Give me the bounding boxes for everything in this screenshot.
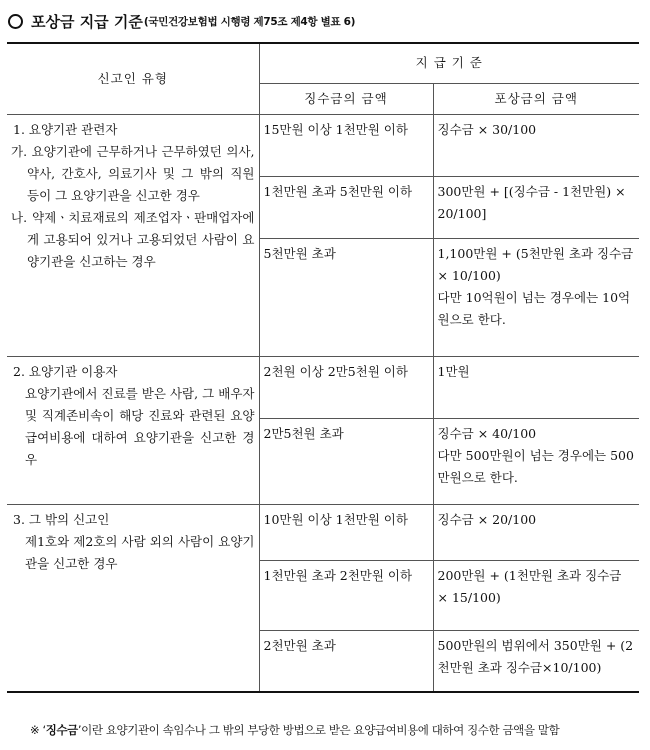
- reward-formula: 1,100만원 + (5천만원 초과 징수금 × 10/100): [437, 245, 634, 283]
- footnote-text: ’이란 요양기관이 속임수나 그 밖의 부당한 방법으로 받은 요양급여비용에 대하여 징수한 금액을 말함: [77, 723, 560, 737]
- collection-range: 1천만원 초과 2천만원 이하: [259, 560, 433, 630]
- group-title: 1. 요양기관 관련자: [13, 121, 118, 137]
- collection-range: 2천만원 초과: [259, 630, 433, 692]
- reward-criteria-table: [7, 42, 639, 693]
- reward-formula-cell: [433, 418, 639, 504]
- title-legal-reference: (국민건강보험법 시행령 제75조 제4항 별표 6): [143, 15, 356, 28]
- group-item: 나. 약제ㆍ치료재료의 제조업자ㆍ판매업자에게 고용되어 있거나 고용되었던 사람이 요양기관을 신고하는 경우: [11, 209, 255, 269]
- header-collection-amount: 징수금의 금액: [259, 83, 433, 114]
- collection-range: 10만원 이상 1천만원 이하: [259, 504, 433, 560]
- group-item: 가. 요양기관에 근무하거나 근무하였던 의사, 약사, 간호사, 의료기사 및 그 밖의 직원 등이 그 요양기관을 신고한 경우: [11, 143, 255, 203]
- reporter-type-institution-user: [7, 356, 259, 504]
- footnote-term: 징수금: [45, 723, 78, 737]
- reporter-type-other: [7, 504, 259, 692]
- collection-range: 15만원 이상 1천만원 이하: [259, 114, 433, 176]
- reward-cap-note: 다만 10억원이 넘는 경우에는 10억원으로 한다.: [437, 289, 631, 327]
- collection-range: 2만5천원 초과: [259, 418, 433, 504]
- group-item: 제1호와 제2호의 사람 외의 사람이 요양기관을 신고한 경우: [25, 533, 255, 571]
- group-title: 3. 그 밖의 신고인: [13, 511, 110, 527]
- document-title: [8, 8, 642, 34]
- header-reward-amount: 포상금의 금액: [433, 83, 639, 114]
- title-main: 포상금 지급 기준: [31, 12, 143, 31]
- group-title: 2. 요양기관 이용자: [13, 363, 118, 379]
- reward-formula: 200만원 + (1천만원 초과 징수금 × 15/100): [433, 560, 639, 630]
- reward-formula-cell: [433, 238, 639, 356]
- group-item: 요양기관에서 진료를 받은 사람, 그 배우자 및 직계존비속이 해당 진료와 관련된 요양급여비용에 대하여 요양기관을 신고한 경우: [25, 385, 255, 467]
- reward-formula: 징수금 × 20/100: [433, 504, 639, 560]
- header-report-type: 신고인 유형: [7, 43, 259, 114]
- reward-cap-note: 다만 500만원이 넘는 경우에는 500만원으로 한다.: [437, 447, 634, 485]
- reward-formula: 500만원의 범위에서 350만원 + (2천만원 초과 징수금×10/100): [433, 630, 639, 692]
- circle-bullet-icon: [8, 14, 23, 29]
- footnote: [30, 722, 645, 738]
- reward-formula: 1만원: [433, 356, 639, 418]
- footnote-prefix: ※ ‘: [30, 723, 46, 737]
- collection-range: 2천원 이상 2만5천원 이하: [259, 356, 433, 418]
- collection-range: 5천만원 초과: [259, 238, 433, 356]
- reward-formula: 징수금 × 30/100: [433, 114, 639, 176]
- header-criteria: 지 급 기 준: [259, 43, 639, 83]
- reward-formula: 300만원 + [(징수금 - 1천만원) × 20/100]: [433, 176, 639, 238]
- collection-range: 1천만원 초과 5천만원 이하: [259, 176, 433, 238]
- reward-formula: 징수금 × 40/100: [437, 425, 537, 441]
- reporter-type-medical-institution: [7, 114, 259, 356]
